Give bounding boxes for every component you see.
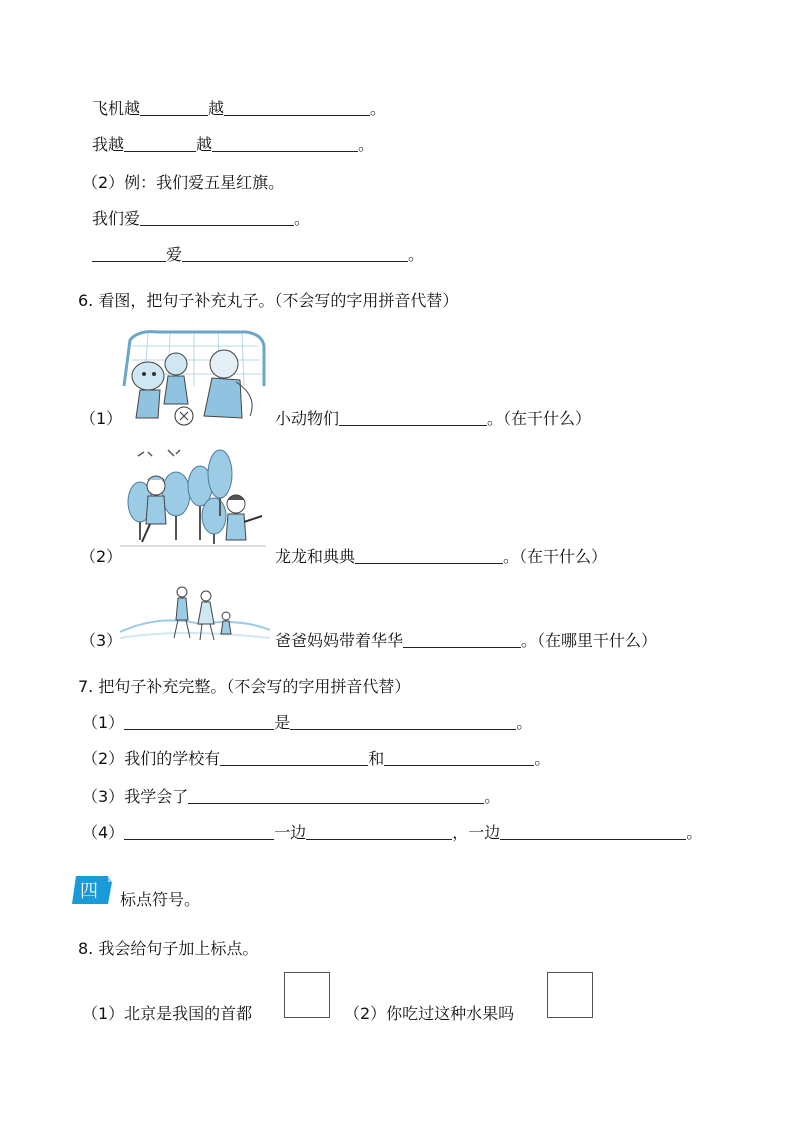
family-park-illustration xyxy=(120,584,270,644)
fill-blank[interactable] xyxy=(403,630,521,648)
fill-blank[interactable] xyxy=(290,712,516,730)
fill-blank[interactable] xyxy=(92,244,166,262)
q8-item-2: （2）你吃过这种水果吗 xyxy=(344,1004,515,1023)
fill-blank[interactable] xyxy=(182,244,408,262)
fill-blank[interactable] xyxy=(384,748,534,766)
fill-blank[interactable] xyxy=(140,98,208,116)
section-four-icon-char: 四 xyxy=(80,881,98,902)
q5-line-4: 爱 。 xyxy=(92,244,424,266)
section-four-icon xyxy=(72,874,112,906)
q6-title: 6. 看图，把句子补充丸子。（不会写的字用拼音代替） xyxy=(78,291,459,310)
tree-planting-illustration xyxy=(120,446,266,550)
q5-line-1: 飞机越 越 。 xyxy=(92,99,387,118)
q5-line-2: 我越 越 。 xyxy=(92,135,375,154)
q7-item-4: （4） 一边 ，一边 。 xyxy=(82,823,703,842)
q6-item-1: （1） xyxy=(80,409,123,428)
q7-title: 7. 把句子补充完整。（不会写的字用拼音代替） xyxy=(78,677,411,696)
q7-item-3: （3）我学会了 。 xyxy=(82,787,501,806)
q8-title: 8. 我会给句子加上标点。 xyxy=(78,939,259,958)
q8-item-1: （1）北京是我国的首都 xyxy=(82,1004,253,1023)
q5-line-3: 我们爱 。 xyxy=(92,209,311,228)
animals-football-illustration xyxy=(118,326,268,430)
fill-blank[interactable] xyxy=(355,546,503,564)
q5-sub2-example: （2）例：我们爱五星红旗。 xyxy=(82,173,285,192)
section-four-title: 标点符号。 xyxy=(120,890,201,909)
q6-item-3-sentence: 爸爸妈妈带着华华 。（在哪里干什么） xyxy=(275,631,658,650)
q6-item-2-sentence: 龙龙和典典 。（在干什么） xyxy=(275,547,608,566)
q6-item-2: （2） xyxy=(80,547,123,566)
fill-blank[interactable] xyxy=(124,822,274,840)
fill-blank[interactable] xyxy=(339,408,487,426)
fill-blank[interactable] xyxy=(500,822,686,840)
fill-blank[interactable] xyxy=(224,98,370,116)
q7-item-2: （2）我们的学校有 和 。 xyxy=(82,749,551,768)
fill-blank[interactable] xyxy=(220,748,368,766)
fill-blank[interactable] xyxy=(306,822,452,840)
punctuation-box-1[interactable] xyxy=(284,972,330,1018)
fill-blank[interactable] xyxy=(140,208,294,226)
punctuation-box-2[interactable] xyxy=(547,972,593,1018)
fill-blank[interactable] xyxy=(124,712,274,730)
q6-item-1-sentence: 小动物们 。（在干什么） xyxy=(275,409,592,428)
fill-blank[interactable] xyxy=(188,786,484,804)
q6-item-3: （3） xyxy=(80,631,123,650)
fill-blank[interactable] xyxy=(212,134,358,152)
q7-item-1: （1） 是 。 xyxy=(82,713,533,732)
fill-blank[interactable] xyxy=(124,134,196,152)
